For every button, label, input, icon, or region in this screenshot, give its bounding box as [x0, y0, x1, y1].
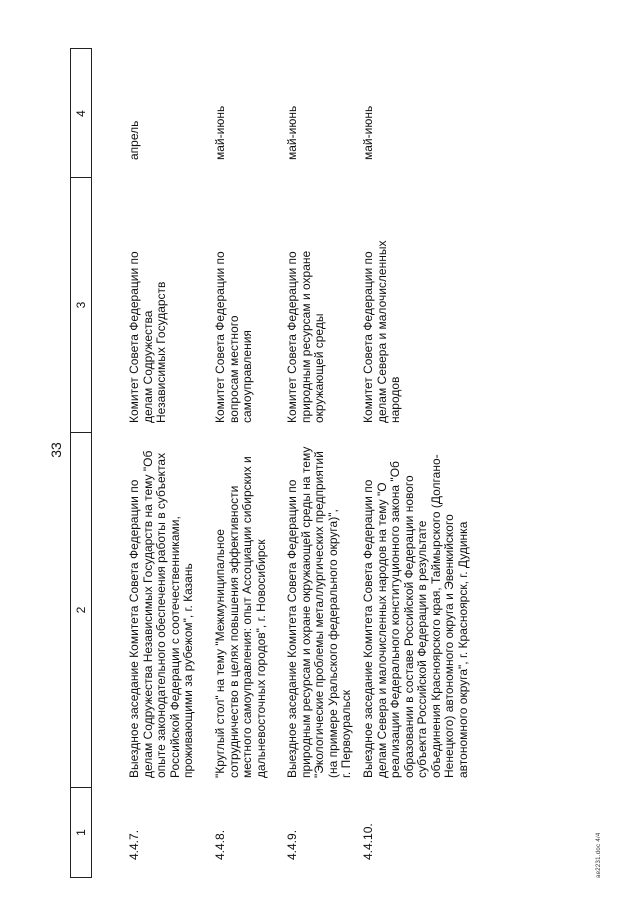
responsible-committee: Комитет Совета Федерации по делам Содружества Независимых Государств	[127, 251, 168, 423]
responsible-committee: Комитет Совета Федерации по делам Севера и малочисленных народов	[361, 240, 402, 423]
header-col-4: 4	[74, 110, 88, 117]
event-date: май-июнь	[213, 105, 227, 160]
row-number: 4.4.10.	[361, 823, 375, 860]
event-date: апрель	[127, 120, 141, 160]
row-number: 4.4.8.	[213, 829, 227, 860]
event-date: май-июнь	[361, 105, 375, 160]
event-date: май-июнь	[285, 105, 299, 160]
header-col-1: 1	[71, 787, 91, 877]
header-col-3: 3	[71, 177, 91, 432]
table-header	[70, 48, 92, 878]
header-col-2: 2	[71, 432, 91, 787]
responsible-committee: Комитет Совета Федерации по природным ресурсам и охране окружающей среды	[285, 250, 326, 423]
row-number: 4.4.7.	[127, 829, 141, 860]
page-number: 33	[48, 442, 64, 458]
event-description: Выездное заседание Комитета Совета Федерации по делам Севера и малочисленных народов на тему "О реализации Федерального конституционного закона "Об образовании в составе Российской Федерации нового субъекта Российской Федерации в результате объединения Красноярского края, Таймырского (Долгано- Ненецкого) автономного округа и Эвенкийского автономного округа", г. Красноярск, г. Дудинка	[361, 454, 470, 778]
event-description: "Круглый стол" на тему "Межмуниципальное сотрудничество в целях повышения эффективности местного самоуправления: опыт Ассоциации сибирских и дальневосточных городов", г. Новосибирск	[213, 456, 268, 778]
event-description: Выездное заседание Комитета Совета Федерации по природным ресурсам и охране окружающей среды на тему "Экологические проблемы металлургических предприятий (на примере Уральского федерального округа)", г. Первоуральск	[285, 446, 353, 778]
event-description: Выездное заседание Комитета Совета Федерации по делам Содружества Независимых Государств на тему "Об опыте законодательного обеспечения работы в субъектах Российской Федерации с соотечественниками, проживающими за рубежом", г. Казань	[127, 450, 195, 778]
row-number: 4.4.9.	[285, 829, 299, 860]
file-footer: ae2231.doc 4/4	[596, 832, 602, 878]
responsible-committee: Комитет Совета Федерации по вопросам местного самоуправления	[213, 251, 254, 423]
